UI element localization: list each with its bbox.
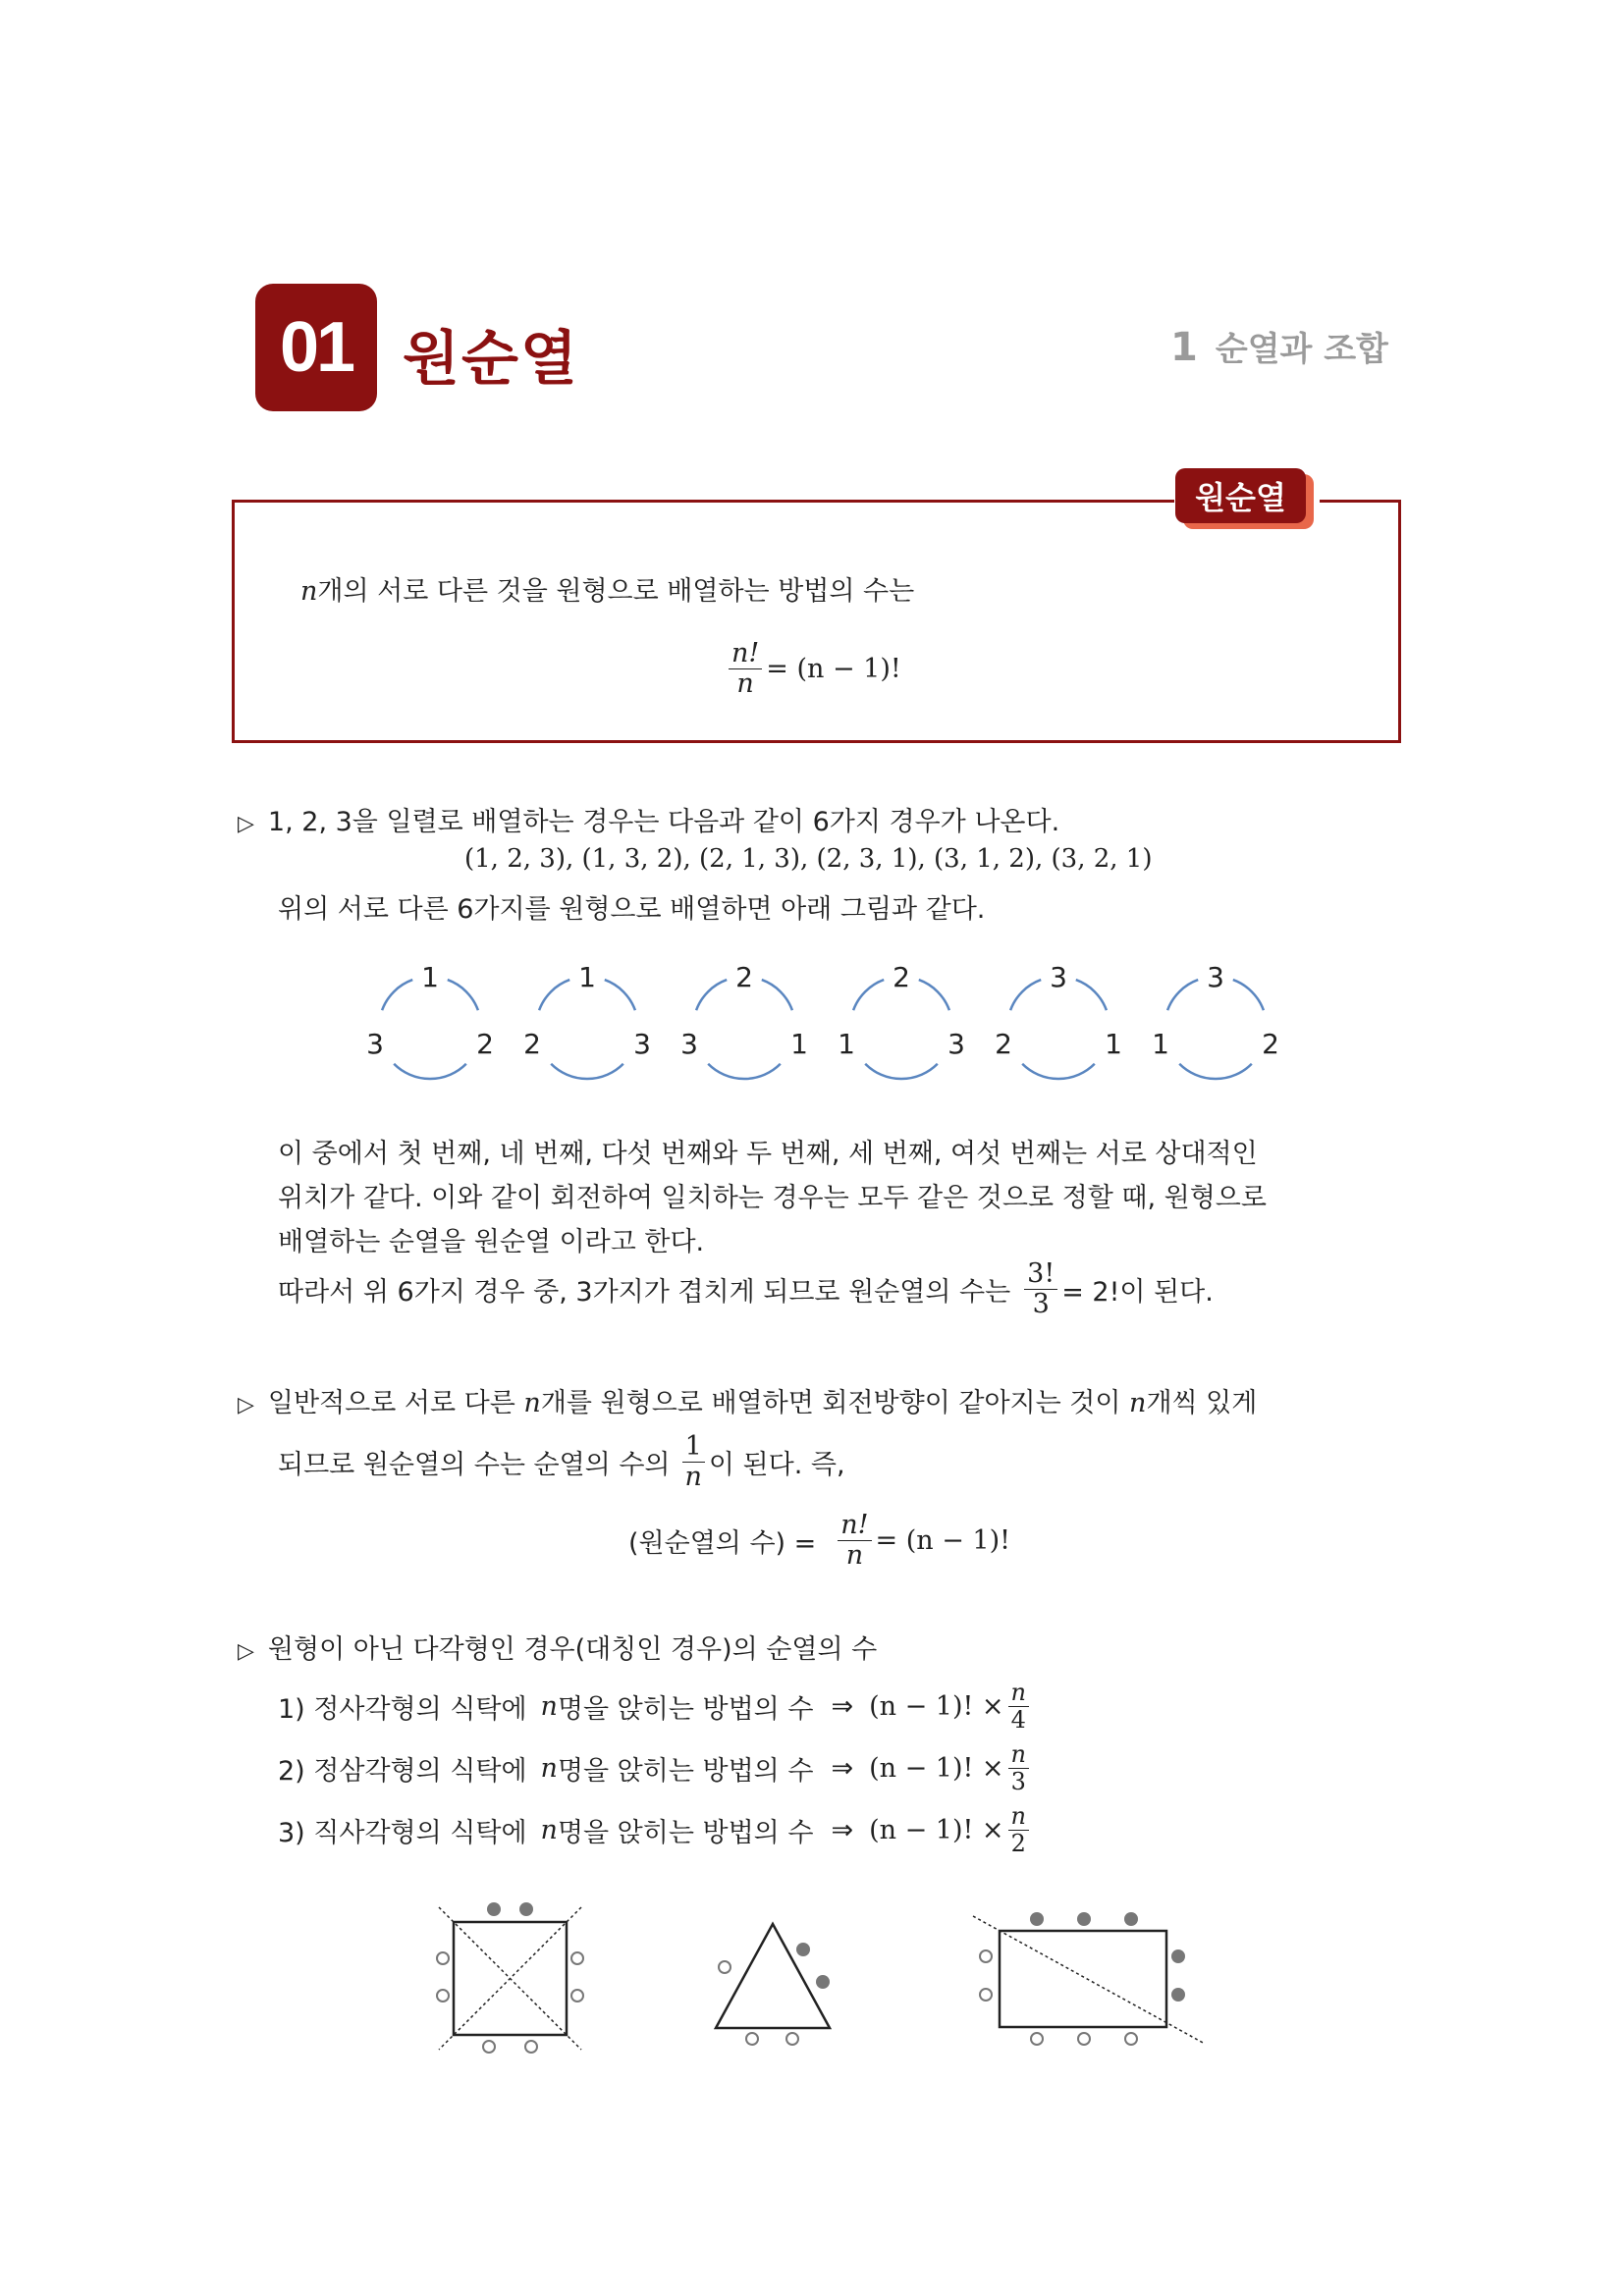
item-fraction [1008, 1681, 1029, 1733]
square-table [437, 1902, 583, 2053]
section1-intro [238, 800, 1059, 838]
seat-empty [437, 1952, 449, 1964]
rectangle-table [973, 1912, 1205, 2045]
circle-arc [605, 980, 635, 1010]
seat-empty [980, 1989, 992, 2001]
item-fraction-den: 2 [1010, 1830, 1026, 1858]
triangle-table-shape [716, 1924, 830, 2028]
section2-formula-fraction [838, 1512, 871, 1571]
section3-item-1 [278, 1681, 1033, 1733]
item-text: 명을 앉히는 방법의 수 [557, 1818, 814, 1849]
seat-empty [1125, 2033, 1137, 2045]
item-fraction-den: 4 [1010, 1706, 1026, 1735]
circle-arc [1022, 1064, 1095, 1079]
circle-arrangement-5 [995, 961, 1122, 1079]
item-label: 3) 직사각형의 식탁에 [278, 1818, 527, 1849]
rectangle-diagonal [973, 1916, 1205, 2044]
circle-label-right: 1 [1105, 1028, 1122, 1060]
item-text: 명을 앉히는 방법의 수 [557, 1694, 814, 1726]
item-arrow: ⇒ [831, 1753, 854, 1785]
section2-line1-b: 개를 원형으로 배열하면 회전방향이 같아지는 것이 [540, 1388, 1121, 1418]
definition-box [232, 500, 1401, 743]
section2-formula-rhs: = (n − 1)! [875, 1525, 1010, 1557]
seat-filled [1077, 1912, 1091, 1926]
seat-empty [483, 2041, 495, 2053]
section3-title-text: 원형이 아닌 다각형인 경우(대칭인 경우)의 순열의 수 [267, 1634, 878, 1665]
circle-arc [853, 980, 884, 1010]
circle-arc [919, 980, 949, 1010]
circle-label-left: 2 [523, 1028, 541, 1060]
seat-filled [796, 1943, 810, 1956]
section1-intro-text: 1, 2, 3을 일렬로 배열하는 경우는 다음과 같이 6가지 경우가 나온다. [267, 807, 1060, 837]
seat-empty [786, 2033, 798, 2045]
circle-arc [1167, 980, 1198, 1010]
seat-filled [487, 1902, 501, 1916]
section1-bullet: ▷ [238, 812, 254, 836]
circle-label-right: 3 [947, 1028, 965, 1060]
circle-arc [696, 980, 727, 1010]
section1-conclusion [278, 1260, 1214, 1319]
section2-fraction-den: n [684, 1462, 702, 1493]
section3-bullet: ▷ [238, 1639, 254, 1664]
item-fraction [1008, 1804, 1029, 1856]
circle-arrangement-2 [523, 961, 651, 1079]
seat-empty [1078, 2033, 1090, 2045]
section1-line2: 위의 서로 다른 6가지를 원형으로 배열하면 아래 그림과 같다. [278, 894, 986, 925]
item-lhs: (n − 1)! × [869, 1815, 1004, 1846]
circle-arc [382, 980, 412, 1010]
circular-arrangements-figure [353, 957, 1279, 1099]
circle-arrangement-3 [680, 961, 808, 1079]
item-var: n [540, 1815, 558, 1846]
section2-line2-a: 되므로 원순열의 수는 순열의 수의 [278, 1450, 671, 1481]
item-fraction-num: n [1008, 1804, 1029, 1831]
seat-filled [1124, 1912, 1138, 1926]
definition-var: n [300, 576, 318, 607]
seat-empty [746, 2033, 758, 2045]
seat-filled [816, 1975, 830, 1989]
page-title: 원순열 [403, 325, 579, 394]
circle-label-top: 1 [421, 961, 439, 993]
seat-filled [1171, 1949, 1185, 1963]
circle-label-left: 3 [366, 1028, 384, 1060]
item-lhs: (n − 1)! × [869, 1691, 1004, 1723]
chapter-number: 1 [1170, 325, 1198, 370]
item-arrow: ⇒ [831, 1815, 854, 1846]
circle-label-left: 3 [680, 1028, 698, 1060]
item-arrow: ⇒ [831, 1691, 854, 1723]
circle-label-right: 2 [476, 1028, 494, 1060]
section2-line2-b: 이 된다. 즉, [708, 1450, 845, 1481]
section1-conclusion-post: = 2!이 된다. [1061, 1277, 1214, 1308]
section2-bullet: ▷ [238, 1393, 254, 1417]
definition-fraction-num: n! [729, 640, 762, 669]
section1-para-line3: 배열하는 순열을 원순열 이라고 한다. [278, 1227, 705, 1257]
section3-item-2 [278, 1742, 1033, 1794]
seat-empty [571, 1952, 583, 1964]
triangle-table [716, 1924, 830, 2045]
item-fraction-num: n [1008, 1742, 1029, 1769]
item-var: n [540, 1691, 558, 1723]
section2-line1-a: 일반적으로 서로 다른 [267, 1388, 515, 1418]
definition-box-top-left-border [232, 500, 1174, 503]
chapter-title: 순열과 조합 [1215, 330, 1388, 369]
section2-fraction-num: 1 [682, 1433, 705, 1463]
section1-para-line1: 이 중에서 첫 번째, 네 번째, 다섯 번째와 두 번째, 세 번째, 여섯 번째는 서로 상대적인 [278, 1139, 1258, 1169]
circle-arc [1076, 980, 1107, 1010]
definition-fraction-den: n [736, 668, 754, 700]
circle-label-left: 1 [1152, 1028, 1169, 1060]
definition-fraction [729, 640, 762, 699]
item-fraction-den: 3 [1010, 1768, 1026, 1796]
item-var: n [540, 1753, 558, 1785]
circle-label-right: 2 [1262, 1028, 1279, 1060]
section1-conclusion-pre: 따라서 위 6가지 경우 중, 3가지가 겹치게 되므로 원순열의 수는 [278, 1277, 1011, 1308]
circle-label-top: 2 [735, 961, 753, 993]
section2-line1 [238, 1381, 1257, 1419]
circle-label-right: 1 [790, 1028, 808, 1060]
seat-filled [519, 1902, 533, 1916]
section3-item-3 [278, 1804, 1033, 1856]
section1-conclusion-den: 3 [1032, 1289, 1050, 1320]
definition-tag-label: 원순열 [1195, 479, 1286, 516]
circle-arc [1179, 1064, 1252, 1079]
permutation-list: (1, 2, 3), (1, 3, 2), (2, 1, 3), (2, 3, 1), (3, 1, 2), (3, 2, 1) [464, 844, 1153, 874]
circle-arrangement-4 [838, 961, 965, 1079]
section2-formula-label: (원순열의 수) = [628, 1528, 817, 1560]
circle-label-left: 1 [838, 1028, 855, 1060]
section1-conclusion-num: 3! [1024, 1260, 1057, 1290]
item-lhs: (n − 1)! × [869, 1753, 1004, 1785]
definition-box-top-right-border [1320, 500, 1401, 503]
circle-label-right: 3 [633, 1028, 651, 1060]
definition-formula [725, 640, 901, 699]
circle-arc [865, 1064, 938, 1079]
circle-label-top: 3 [1050, 961, 1067, 993]
circle-label-top: 2 [893, 961, 910, 993]
circle-arc [539, 980, 569, 1010]
chapter-badge-number: 01 [279, 308, 353, 387]
circle-arc [448, 980, 478, 1010]
section2-formula-num: n! [838, 1512, 871, 1541]
definition-formula-rhs: = (n − 1)! [766, 654, 901, 685]
polygon-tables-figure [422, 1890, 1227, 2066]
circle-arc [394, 1064, 466, 1079]
item-fraction [1008, 1742, 1029, 1794]
seat-empty [1031, 2033, 1043, 2045]
circle-arc [1010, 980, 1041, 1010]
section2-formula [628, 1512, 1010, 1571]
definition-text [300, 569, 914, 608]
seat-empty [437, 1990, 449, 2002]
circle-arrangement-6 [1152, 961, 1279, 1079]
section2-formula-den: n [845, 1540, 864, 1572]
section2-line2 [278, 1433, 845, 1492]
section2-var-n2: n [1129, 1388, 1147, 1418]
seat-filled [1030, 1912, 1044, 1926]
circle-arc [551, 1064, 623, 1079]
circle-arc [1233, 980, 1264, 1010]
circle-label-top: 1 [578, 961, 596, 993]
circle-arrangement-1 [366, 961, 494, 1079]
circle-label-left: 2 [995, 1028, 1012, 1060]
item-fraction-num: n [1008, 1681, 1029, 1707]
circle-label-top: 3 [1207, 961, 1224, 993]
section1-conclusion-fraction [1024, 1260, 1057, 1319]
section2-var-n: n [523, 1388, 541, 1418]
section2-line1-c: 개씩 있게 [1146, 1388, 1258, 1418]
seat-empty [980, 1950, 992, 1962]
seat-empty [571, 1990, 583, 2002]
circle-arc [762, 980, 792, 1010]
definition-tag [1175, 468, 1306, 523]
seat-empty [525, 2041, 537, 2053]
item-label: 2) 정삼각형의 식탁에 [278, 1756, 527, 1788]
circle-arc [708, 1064, 781, 1079]
item-text: 명을 앉히는 방법의 수 [557, 1756, 814, 1788]
chapter-label [1170, 322, 1388, 370]
section1-para-line2: 위치가 같다. 이와 같이 회전하여 일치하는 경우는 모두 같은 것으로 정할 때, 원형으로 [278, 1183, 1267, 1213]
definition-text-body: 개의 서로 다른 것을 원형으로 배열하는 방법의 수는 [317, 576, 915, 607]
item-label: 1) 정사각형의 식탁에 [278, 1694, 527, 1726]
section3-title [238, 1628, 877, 1666]
seat-filled [1171, 1988, 1185, 2002]
seat-empty [719, 1961, 731, 1973]
section2-fraction [681, 1433, 704, 1492]
chapter-badge [255, 284, 377, 411]
